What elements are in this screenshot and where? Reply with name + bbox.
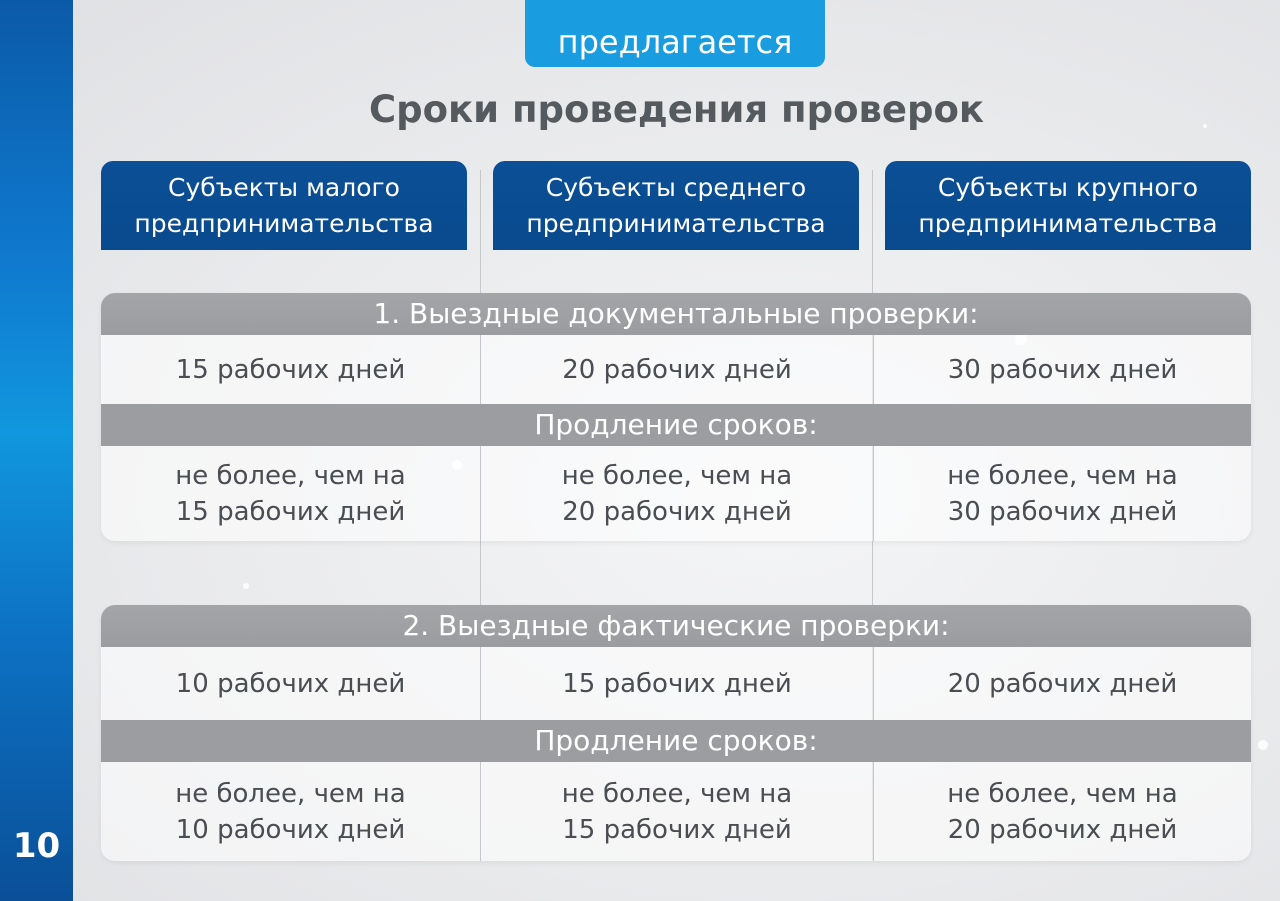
section-heading: 1. Выездные документальные проверки:	[101, 293, 1251, 335]
page-title: Сроки проведения проверок	[368, 88, 985, 131]
term-cell: 20 рабочих дней	[480, 335, 873, 404]
side-bar	[0, 0, 73, 901]
extension-line: 20 рабочих дней	[562, 496, 792, 527]
extensions-row	[101, 446, 1251, 541]
extension-line: не более, чем на	[175, 778, 406, 809]
extension-line: не более, чем на	[947, 778, 1178, 809]
column-header-line: Субъекты крупного	[937, 172, 1199, 202]
extension-line: 15 рабочих дней	[175, 496, 406, 527]
extension-cell	[101, 762, 480, 861]
extension-line: не более, чем на	[561, 778, 793, 809]
term-cell: 10 рабочих дней	[175, 668, 406, 699]
extension-cell	[873, 446, 1251, 541]
extension-cell	[101, 446, 480, 541]
sparkle-dot	[243, 583, 249, 589]
column-header-line: Субъекты малого	[168, 172, 400, 202]
extension-heading: Продление сроков:	[101, 404, 1251, 446]
term-cell: 15 рабочих дней	[480, 647, 873, 720]
extension-cell	[480, 762, 873, 861]
sparkle-dot	[1258, 740, 1268, 750]
sparkle-dot	[1203, 124, 1207, 128]
extensions-row	[101, 762, 1251, 861]
column-header-large	[885, 161, 1251, 250]
status-tag: предлагается	[525, 0, 825, 67]
terms-row	[101, 647, 1251, 720]
extension-cell	[873, 762, 1251, 861]
term-cell: 15 рабочих дней	[175, 354, 406, 385]
term-cell: 20 рабочих дней	[873, 647, 1251, 720]
extension-line: 15 рабочих дней	[562, 814, 792, 845]
page-number: 10	[12, 826, 61, 866]
extension-line: 20 рабочих дней	[947, 814, 1178, 845]
section-documentary-inspections	[101, 293, 1251, 541]
column-header-line: Субъекты среднего	[545, 172, 807, 202]
extension-line: не более, чем на	[561, 460, 793, 491]
extension-line: не более, чем на	[175, 460, 406, 491]
column-header-line: предпринимательства	[134, 208, 434, 238]
column-header-line: предпринимательства	[526, 208, 826, 238]
section-heading: 2. Выездные фактические проверки:	[101, 605, 1251, 647]
column-header-line: предпринимательства	[918, 208, 1218, 238]
term-cell: 30 рабочих дней	[873, 335, 1251, 404]
extension-line: не более, чем на	[947, 460, 1178, 491]
column-header-medium	[493, 161, 859, 250]
column-header-small	[101, 161, 467, 250]
extension-line: 10 рабочих дней	[175, 814, 406, 845]
extension-cell	[480, 446, 873, 541]
terms-row	[101, 335, 1251, 404]
section-factual-inspections	[101, 605, 1251, 861]
extension-line: 30 рабочих дней	[947, 496, 1178, 527]
extension-heading: Продление сроков:	[101, 720, 1251, 762]
